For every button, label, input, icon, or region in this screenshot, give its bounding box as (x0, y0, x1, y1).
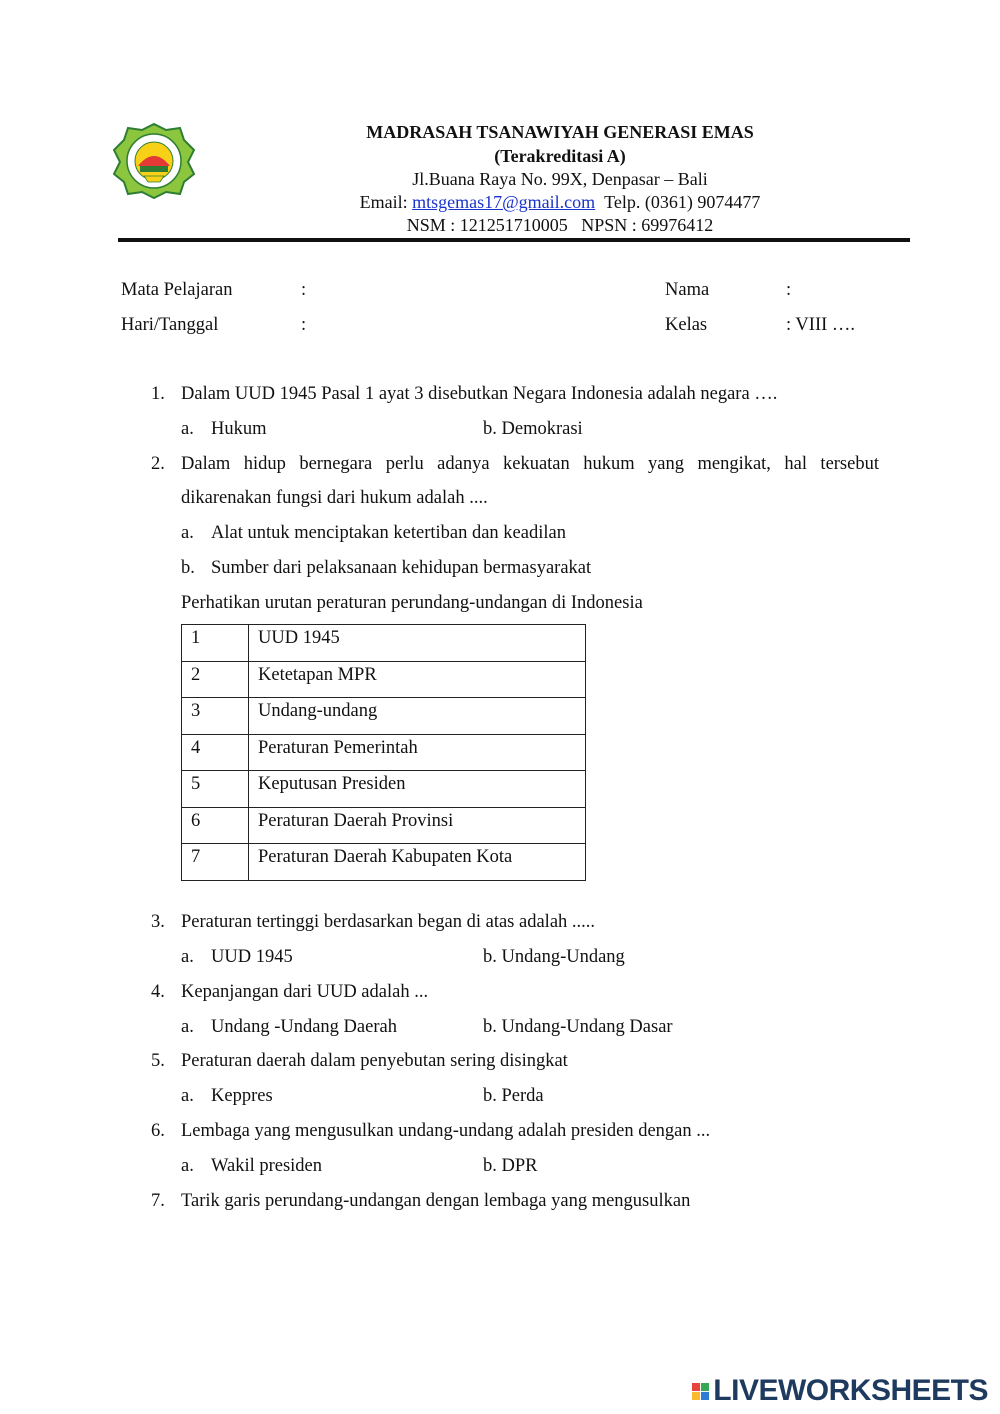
row-regulation: Keputusan Presiden (249, 771, 586, 808)
row-regulation: Undang-undang (249, 698, 586, 735)
table-row (182, 844, 586, 881)
nsm-npsn: NSM : 121251710005 NPSN : 69976412 (406, 215, 714, 235)
row-number: 1 (182, 625, 249, 662)
q1-text: Dalam UUD 1945 Pasal 1 ayat 3 disebutkan Negara Indonesia adalah negara …. (181, 384, 778, 404)
email-label: Email: (359, 192, 413, 212)
row-number: 2 (182, 661, 249, 698)
accreditation: (Terakreditasi A) (494, 146, 626, 166)
school-logo (112, 122, 196, 200)
q5-option-b: b. Perda (483, 1086, 544, 1106)
row-regulation: Peraturan Daerah Kabupaten Kota (249, 844, 586, 881)
class-label: Kelas (665, 315, 708, 335)
school-address: Jl.Buana Raya No. 99X, Denpasar – Bali (412, 169, 708, 189)
row-regulation: Peraturan Pemerintah (249, 734, 586, 771)
row-regulation: Peraturan Daerah Provinsi (249, 807, 586, 844)
row-number: 4 (182, 734, 249, 771)
contact-line (300, 191, 820, 214)
q5-option-a: Keppres (211, 1086, 273, 1106)
q3-option-a-letter: a. (181, 947, 194, 967)
q6-option-a-letter: a. (181, 1156, 194, 1176)
liveworksheets-wordmark: LIVEWORKSHEETS (713, 1374, 988, 1407)
q1-option-a-letter: a. (181, 419, 194, 439)
q2-option-a: Alat untuk menciptakan ketertiban dan keadilan (211, 523, 566, 543)
q3-option-a: UUD 1945 (211, 947, 293, 967)
school-name: MADRASAH TSANAWIYAH GENERASI EMAS (366, 122, 754, 142)
row-number: 5 (182, 771, 249, 808)
phone: Telp. (0361) 9074477 (604, 192, 761, 212)
q4-number: 4. (151, 982, 165, 1002)
q5-text: Peraturan daerah dalam penyebutan sering disingkat (181, 1051, 568, 1071)
email-link[interactable]: mtsgemas17@gmail.com (412, 192, 596, 212)
row-number: 7 (182, 844, 249, 881)
q1-option-b: b. Demokrasi (483, 419, 583, 439)
table-row (182, 661, 586, 698)
q2-text-line1: Dalam hidup bernegara perlu adanya kekuatan hukum yang mengikat, hal tersebut (181, 454, 879, 474)
table-row (182, 771, 586, 808)
logo-tile-blue (701, 1392, 709, 1400)
logo-tile-green (701, 1383, 709, 1391)
row-number: 6 (182, 807, 249, 844)
table-row (182, 698, 586, 735)
q1-option-a: Hukum (211, 419, 267, 439)
subject-label: Mata Pelajaran (121, 280, 233, 300)
row-regulation: Ketetapan MPR (249, 661, 586, 698)
name-colon: : (786, 280, 792, 300)
q6-option-a: Wakil presiden (211, 1156, 323, 1176)
logo-tile-red (692, 1383, 700, 1391)
q6-text: Lembaga yang mengusulkan undang-undang adalah presiden dengan ... (181, 1121, 711, 1141)
q2-option-a-letter: a. (181, 523, 194, 543)
date-colon: : (301, 315, 307, 335)
liveworksheets-brand[interactable] (692, 1374, 988, 1408)
q3-text: Peraturan tertinggi berdasarkan began di atas adalah ..... (181, 912, 596, 932)
q4-text: Kepanjangan dari UUD adalah ... (181, 982, 429, 1002)
q5-option-a-letter: a. (181, 1086, 194, 1106)
regulations-table (181, 624, 586, 881)
q3-number: 3. (151, 912, 165, 932)
q2-text-line2: dikarenakan fungsi dari hukum adalah .... (181, 488, 488, 508)
row-number: 3 (182, 698, 249, 735)
q6-number: 6. (151, 1121, 165, 1141)
q3-option-b: b. Undang-Undang (483, 947, 625, 967)
subject-colon: : (301, 280, 307, 300)
table-row (182, 625, 586, 662)
table-row (182, 734, 586, 771)
row-regulation: UUD 1945 (249, 625, 586, 662)
q2-number: 2. (151, 454, 165, 474)
q2-option-b-letter: b. (181, 558, 195, 578)
q4-option-a-letter: a. (181, 1017, 194, 1037)
date-label: Hari/Tanggal (121, 315, 219, 335)
liveworksheets-logo-icon (692, 1383, 709, 1400)
logo-tile-yellow (692, 1392, 700, 1400)
q1-number: 1. (151, 384, 165, 404)
header-divider (118, 238, 910, 242)
table-row (182, 807, 586, 844)
q7-number: 7. (151, 1191, 165, 1211)
q6-option-b: b. DPR (483, 1156, 538, 1176)
class-value: : VIII …. (786, 315, 856, 335)
table-intro: Perhatikan urutan peraturan perundang-undangan di Indonesia (181, 593, 643, 613)
q2-option-b: Sumber dari pelaksanaan kehidupan bermasyarakat (211, 558, 592, 578)
q7-text: Tarik garis perundang-undangan dengan lembaga yang mengusulkan (181, 1191, 691, 1211)
q4-option-a: Undang -Undang Daerah (211, 1017, 397, 1037)
q5-number: 5. (151, 1051, 165, 1071)
q4-option-b: b. Undang-Undang Dasar (483, 1017, 673, 1037)
name-label: Nama (665, 280, 710, 300)
